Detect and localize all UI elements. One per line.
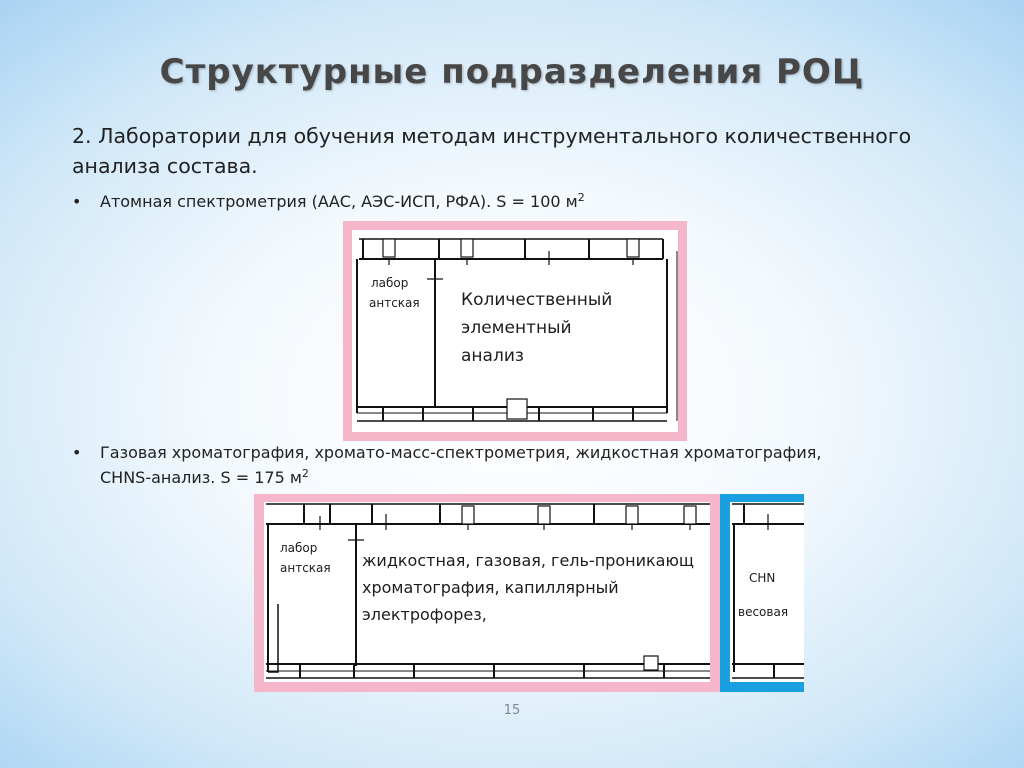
bullet-marker: •	[72, 443, 82, 462]
room-label-lab-line2: антская	[369, 296, 420, 310]
bullet-atomic-spectrometry	[72, 189, 952, 214]
intro-text: 2. Лаборатории для обучения методам инструментального количественного анализа состава.	[72, 124, 912, 178]
room-label-chn-line1: CHN	[749, 571, 776, 585]
bullet-text-body: Атомная спектрометрия (ААС, АЭС-ИСП, РФА). S = 100 м	[100, 192, 578, 211]
room-label-main-line3: анализ	[461, 346, 524, 366]
room-label-lab-line1: лабор	[371, 276, 409, 290]
bullet-marker: •	[72, 192, 82, 211]
room-label-main-line2: элементный	[461, 318, 572, 338]
slide-title: Структурные подразделения РОЦ	[159, 52, 865, 92]
page-number: 15	[503, 703, 521, 718]
bullet-text	[100, 189, 952, 214]
bullet-text-body: Газовая хроматография, хромато-масс-спектрометрия, жидкостная хроматография, CHNS-анализ. S = 175 м	[100, 443, 822, 487]
floor-plan-atomic-lab	[343, 221, 687, 441]
bullet-text	[100, 440, 842, 490]
superscript: 2	[577, 191, 585, 204]
room-label-main-line1: жидкостная, газовая, гель-проникающ	[362, 551, 694, 570]
room-label-chn-line2: весовая	[738, 605, 789, 619]
floor-plan-chromatography-lab	[254, 494, 804, 692]
room-label-lab-line2: антская	[280, 561, 331, 575]
room-label-main-line2: хроматография, капиллярный	[362, 578, 619, 597]
bullet-chromatography	[72, 440, 842, 490]
room-label-lab-line1: лабор	[280, 541, 318, 555]
room-label-main-line3: электрофорез,	[362, 605, 487, 624]
room-label-main-line1: Количественный	[461, 290, 613, 310]
superscript: 2	[301, 467, 309, 480]
